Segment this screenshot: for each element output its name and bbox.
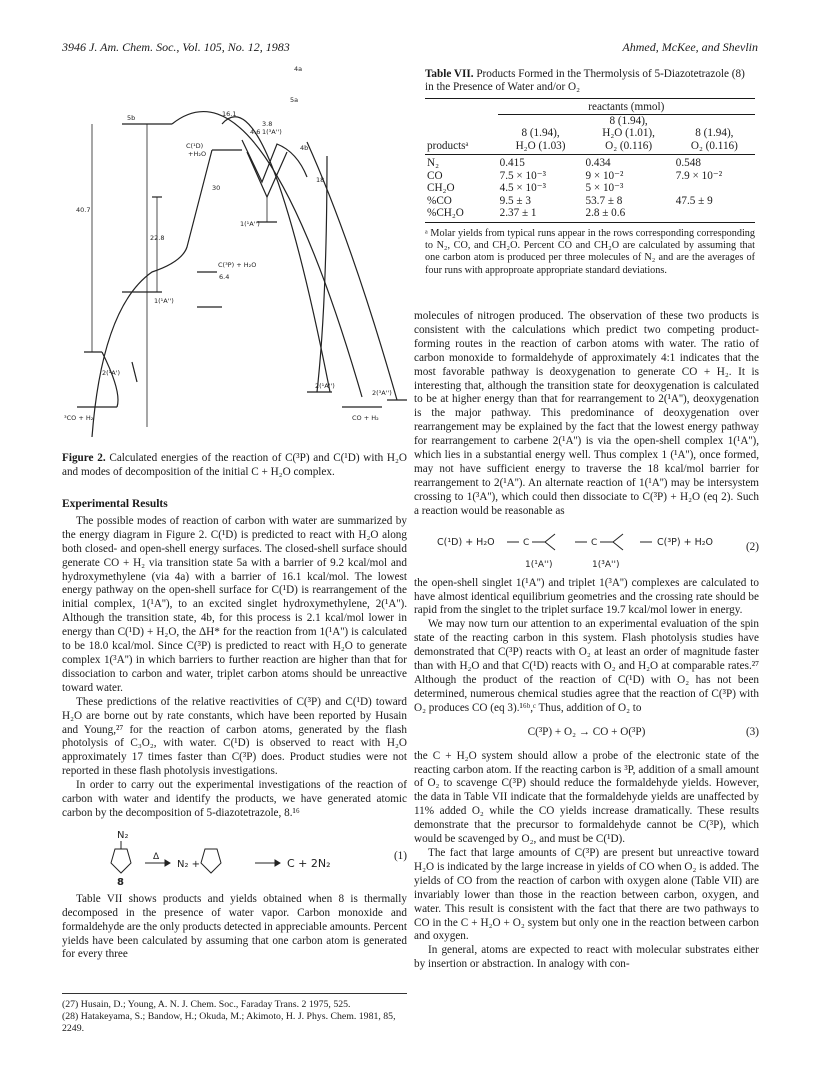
section-heading: Experimental Results <box>62 498 168 510</box>
eq1-n2-top: N₂ <box>116 829 128 841</box>
label-triplet-a: 1(³A'') <box>262 128 282 136</box>
right-paragraph-2: the open-shell singlet 1(¹A'') and triplet 1(³A'') complexes are calculated to have almost identical equilibrium geometries and the crossing rate should be rapid from the singlet to the triplet surface 19.7 kcal/mol lower in energy. <box>414 576 759 617</box>
table-row-label-head: productsᵃ <box>427 139 469 152</box>
equation-2 <box>414 525 759 571</box>
label-singlet-a-mid: 1(¹A'') <box>240 220 260 228</box>
label-5b: 5b <box>127 114 136 122</box>
label-singlet-a-low: 1(¹A'') <box>154 297 174 305</box>
left-paragraph-3: In order to carry out the experimental investigations of the reaction of carbon with water and identify the products, we have generated atomic carbon by the decomposition of 5-diazotetrazole, 8.¹⁶ <box>62 779 407 819</box>
label-4b: 4b <box>300 144 309 152</box>
curve-left-down <box>92 150 212 437</box>
label-2-3a-prime: 2(³A'') <box>372 389 392 397</box>
eq1-number: (1) <box>393 849 407 862</box>
table-footnote: ᵃ Molar yields from typical runs appear in the rows corresponding corresponding to N₂, CO, and CH₂O. Percent CO and CH₂O are calculated by assuming that one carbon atom is produced per three molecules of N₂ and are the averages of four runs with approproate appropriate standard deviations. <box>425 228 755 276</box>
right-paragraph-3: We may now turn our attention to an experimental evaluation of the spin state of the reacting carbon in this system. Flash photolysis studies have demonstrated that C(³P) reacts with O₂ at least an order of magnitude faster than with H₂O and that C(¹D) reacts with O₂ and H₂O at comparable rates.²⁷ Although the product of the reaction of C(¹D) with O₂ has not been determined, numerous chemical studies agree that the reaction of C(³P) with O₂ produces CO (eq 3).¹⁶ᵇ,ᶜ Thus, addition of O₂ to <box>414 618 759 714</box>
table-col-head-1: 8 (1.94), H₂O (1.03) <box>515 127 566 152</box>
svg-text:C: C <box>522 537 529 548</box>
label-3-8: 3.8 <box>262 120 273 128</box>
eq1-n2-plus: N₂ + <box>176 858 200 870</box>
label-16-1: 16.1 <box>222 110 237 118</box>
references <box>62 993 407 1034</box>
equation-3 <box>414 722 759 744</box>
equation-1 <box>62 827 407 887</box>
equation-2-svg <box>437 525 737 571</box>
reference-28: (28) Hatakeyama, S.; Bandow, H.; Okuda, M.; Akimoto, H. J. Phys. Chem. 1981, 85, 2249. <box>62 1010 396 1034</box>
energy-diagram-figure <box>62 62 407 447</box>
label-4a: 4a <box>294 65 303 73</box>
figure-caption <box>62 452 407 480</box>
table-spanner: reactants (mmol) <box>498 99 755 115</box>
right-paragraph-5: The fact that large amounts of C(³P) are present but unreactive toward H₂O is indicated by the large increase in yields of CO when O₂ is added. The yields of CO from the reaction of carbon with oxygen alone (Table VII) are invariably lower than those in the reaction between carbon, oxygen, and water. This result is consistent with the fact that there are two pathways to CO in the C + H₂O + O₂ system but only one in the reaction between carbon and oxygen. <box>414 847 759 943</box>
eq2-mid1-label: 1(¹A'') <box>524 559 552 570</box>
label-18: 18 <box>316 176 325 184</box>
label-4-6: 4.6 <box>250 128 261 136</box>
label-co-h2: CO + H₂ <box>352 414 379 422</box>
label-c3p-h2o: C(³P) + H₂O <box>218 261 257 269</box>
table-row: CH₂O 4.5 × 10⁻³ 5 × 10⁻³ <box>427 182 624 194</box>
left-paragraph-2: These predictions of the relative reactivities of C(³P) and C(¹D) toward H₂O are borne out by rate constants, which have been reported by Husain and Young,²⁷ for the reaction of carbon atoms, generated by the flash photolysis of C₃O₂, with water. C(¹D) is observed to react with H₂O approximately 17 times faster than C(³P) does. Product studies were not reported in these flash photolysis investigations. <box>62 695 407 778</box>
eq2-number: (2) <box>745 540 759 553</box>
label-c1d: C(¹D) <box>186 142 204 150</box>
eq1-product: C + 2N₂ <box>286 856 331 870</box>
table-col-head-2: 8 (1.94), H₂O (1.01), O₂ (0.116) <box>602 114 655 152</box>
energy-diagram-svg <box>62 62 407 447</box>
table-row: CO 7.5 × 10⁻³ 9 × 10⁻² 7.9 × 10⁻² <box>427 169 723 182</box>
figure-caption-text: Calculated energies of the reaction of C(³P) and C(¹D) with H₂O and modes of decomposition of the initial C + H₂O complex. <box>62 452 407 478</box>
table-vii <box>425 98 755 223</box>
running-header-right: Ahmed, McKee, and Shevlin <box>622 40 758 54</box>
right-paragraph-4: the C + H₂O system should allow a probe of the electronic state of the reacting carbon atom. If the reacting carbon is ³P, addition of a small amount of O₂ to scavenge C(³P) should reduce the formaldehyde yields. However, the data in Table VII indicate that the formaldehyde yields are unaffected by 11% added O₂ while the CO yields increase dramatically. These results demonstrate that the precursor to formaldehyde cannot be C(³P), which would be scavenged by O₂, and must be C(¹D). <box>414 749 759 846</box>
eq1-delta: Δ <box>152 851 159 862</box>
label-2-1a-prime: 2(¹A'') <box>315 382 335 390</box>
label-5a: 5a <box>290 96 299 104</box>
table-row: N₂ 0.415 0.434 0.548 <box>427 157 701 169</box>
eq3-text: C(³P) + O₂ → CO + O(³P) <box>527 725 646 738</box>
table-title-text: Products Formed in the Thermolysis of 5-Diazotetrazole (8) in the Presence of Water and/or O₂ <box>425 68 745 93</box>
reference-27: (27) Husain, D.; Young, A. N. J. Chem. Soc., Faraday Trans. 2 1975, 525. <box>62 999 351 1010</box>
left-paragraph-4: Table VII shows products and yields obtained when 8 is thermally decomposed in the presence of water vapor. Carbon monoxide and formaldehyde are the only products detected in appreciable amounts. Percent yields have been calculated by assuming that one carbon atom is generated for every three <box>62 892 407 961</box>
figure-caption-label: Figure 2. <box>62 452 106 464</box>
right-column <box>414 310 759 972</box>
svg-text:C: C <box>590 537 597 548</box>
right-paragraph-6: In general, atoms are expected to react with molecular substrates either by insertion or abstraction. In analogy with con- <box>414 944 759 971</box>
label-30: 30 <box>212 184 221 192</box>
eq3-number: (3) <box>745 725 759 738</box>
label-22-8: 22.8 <box>150 234 165 242</box>
label-40-7: 40.7 <box>76 206 91 214</box>
right-paragraph-1: molecules of nitrogen produced. The observation of these two products is consistent with the calculations which predict two competing product-forming routes in the reaction of carbon atoms with water. The ratio of carbon monoxide to formaldehyde of approximately 4:1 indicates that the most favorable pathway is deoxygenation to generate CO + H₂. It is interesting that, although the transition state for deoxygenation is calculated to be at higher energy than that for rearrangement to 2(¹A''), deoxygenation is the major pathway. This predominance of deoxygenation over rearrangement may be explained by the fact that the lowest energy pathway for rearrangement to carbene 2(¹A'') is via the open-shell complex 1(¹A''), which lies in a substantial energy well. Thus complex 1 (¹A''), once formed, may not have sufficient energy to traverse the 18 kcal/mol barrier for rearrangement to 2(¹A''). An alternate reaction of 1(¹A'') may be intersystem crossing to 1(³A''), which could then dissociate to C(³P) + H₂O (eq 2). Such a reaction would be reasonable as <box>414 310 759 517</box>
table-row: %CO 9.5 ± 3 53.7 ± 8 47.5 ± 9 <box>427 194 713 207</box>
table-col-head-3: 8 (1.94), O₂ (0.116) <box>690 127 738 152</box>
equation-1-svg <box>95 827 375 887</box>
running-header-left: 3946 J. Am. Chem. Soc., Vol. 105, No. 12, 1983 <box>62 40 290 54</box>
table-row: %CH₂O 2.37 ± 1 2.8 ± 0.6 <box>425 207 755 222</box>
left-paragraph-1: The possible modes of reaction of carbon with water are summarized by the energy diagram in Figure 2. C(¹D) is predicted to react with H₂O along both closed- and open-shell energy surfaces. The closed-shell surface should generate CO + H₂ via transition state 5a with a barrier of 9.2 kcal/mol and hydroxymethylene (via 4a) with a barrier of 16.1 kcal/mol. The lowest energy pathway on the open-shell surface for C(¹D) is rearrangement of the initial complex, 1(¹A''), to an excited singlet hydroxymethylene, 2(¹A''). Although the transition state, 4b, for this process is 2.1 kcal/mol lower in energy than C(¹D) + H₂O, the ΔH* for the reaction from 1(¹A'') is calculated to be 18.0 kcal/mol. Since C(³P) is predicted to react with H₂O to generate complex 1(³A'') in which barriers to further reaction are higher than that for dissociation to carbon and water, triplet carbon atoms should be unreactive toward water. <box>62 514 407 694</box>
label-6-4: 6.4 <box>219 273 230 281</box>
eq1-compound-8: 8 <box>116 876 124 887</box>
label-h2o-plus: +H₂O <box>188 150 207 158</box>
left-column <box>62 490 407 962</box>
table-title <box>425 68 755 94</box>
table-title-label: Table VII. <box>425 68 474 80</box>
eq2-lhs: C(¹D) + H₂O <box>436 536 495 548</box>
eq2-rhs: C(³P) + H₂O <box>656 536 713 548</box>
eq2-mid2-label: 1(³A'') <box>591 559 619 570</box>
label-3co-h2: ³CO + H₂ <box>64 414 94 422</box>
label-2-1a: 2(¹A') <box>102 369 121 377</box>
